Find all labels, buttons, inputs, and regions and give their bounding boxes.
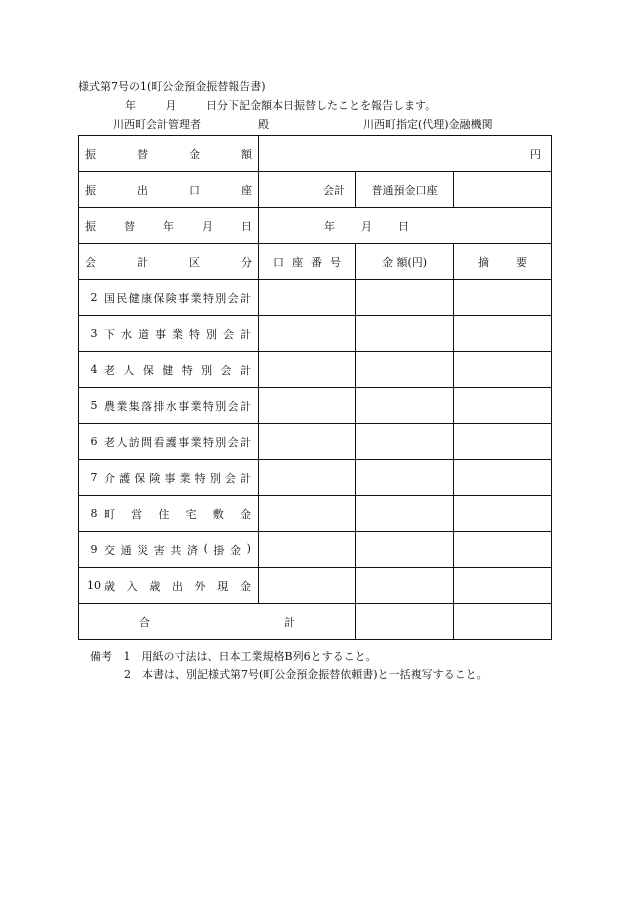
row-note [454, 460, 552, 496]
row-account-no [259, 424, 356, 460]
account-no-label: 口 座 番 号 [273, 255, 341, 269]
total-note [454, 604, 552, 640]
row-amount [356, 316, 454, 352]
label-transfer-amount [79, 136, 259, 172]
total-amount [356, 604, 454, 640]
note-2: 2 本書は、別記様式第7号(町公金預金振替依頼書)と一括複写すること。 [124, 668, 488, 681]
recipient: 川西町会計管理者 [113, 118, 201, 131]
note-1 [90, 648, 377, 664]
row-number: 6 [90, 435, 98, 448]
row-note [454, 568, 552, 604]
row-account-no [259, 460, 356, 496]
report-table [78, 135, 552, 640]
table-row [79, 316, 552, 352]
row-note [454, 532, 552, 568]
account-rows [79, 280, 552, 604]
row-number: 2 [90, 291, 98, 304]
intro-year: 年 [125, 99, 136, 112]
date-day: 日 [398, 219, 409, 233]
row-category [79, 496, 259, 532]
row-amount [356, 280, 454, 316]
row-note [454, 496, 552, 532]
note-label: 摘 要 [478, 255, 528, 269]
intro-text: 日分下記金額本日振替したことを報告します。 [206, 99, 437, 112]
category-label: 会 計 区 分 [85, 255, 252, 269]
table-row [79, 496, 552, 532]
yen-unit: 円 [530, 147, 542, 161]
row-note [454, 388, 552, 424]
honorific: 殿 [258, 118, 269, 131]
table-row [79, 424, 552, 460]
row-category [79, 280, 259, 316]
header-category [79, 244, 259, 280]
row-label: 農 業 集 落 排 水 事 業 特 別 会 計 [104, 399, 251, 413]
account-name [259, 172, 356, 208]
label-transfer-date [79, 208, 259, 244]
row-number: 8 [90, 507, 98, 520]
row-amount [356, 424, 454, 460]
row-category [79, 424, 259, 460]
label-source-account [79, 172, 259, 208]
form-title: 様式第7号の1(町公金預金振替報告書) [78, 80, 266, 93]
row-label: 歳 入 歳 出 外 現 金 [104, 579, 251, 593]
source-account-label: 振 出 口 座 [85, 183, 252, 197]
row-category [79, 388, 259, 424]
sender: 川西町指定(代理)金融機関 [363, 118, 493, 131]
row-category [79, 568, 259, 604]
row-amount [356, 352, 454, 388]
row-label: 介 護 保 険 事 業 特 別 会 計 [104, 471, 251, 485]
row-amount [356, 568, 454, 604]
row-label: 町 営 住 宅 敷 金 [104, 507, 251, 521]
row-account-no [259, 280, 356, 316]
row-category [79, 316, 259, 352]
transfer-amount-label: 振 替 金 額 [85, 147, 252, 161]
row-label: 交 通 災 害 共 済 ( 掛 金 ) [104, 541, 251, 557]
date-parts [259, 218, 551, 234]
header-amount [356, 244, 454, 280]
notes-prefix: 備考 [90, 650, 112, 663]
row-note [454, 280, 552, 316]
note-1-text: 1 用紙の寸法は、日本工業規格B列6とすること。 [123, 650, 377, 663]
table-row [79, 352, 552, 388]
row-source-account [79, 172, 552, 208]
row-number: 4 [90, 363, 98, 376]
row-number: 5 [90, 399, 98, 412]
row-number: 10 [87, 579, 101, 592]
table-row [79, 388, 552, 424]
header-account-no [259, 244, 356, 280]
row-transfer-date [79, 208, 552, 244]
account-type [356, 172, 454, 208]
row-amount [356, 460, 454, 496]
row-account-no [259, 496, 356, 532]
table-row [79, 568, 552, 604]
transfer-amount-value [259, 136, 552, 172]
date-year: 年 [324, 219, 335, 233]
row-label: 老 人 保 健 特 別 会 計 [104, 363, 251, 377]
intro-line [125, 97, 436, 113]
header-note [454, 244, 552, 280]
account-name-text: 会計 [323, 183, 345, 197]
transfer-date-label: 振 替 年 月 日 [85, 219, 252, 233]
row-number: 7 [90, 471, 98, 484]
account-type-text: 普通預金口座 [371, 183, 438, 197]
row-note [454, 352, 552, 388]
row-category [79, 532, 259, 568]
row-amount [356, 388, 454, 424]
table-row [79, 280, 552, 316]
account-number-blank [454, 172, 552, 208]
intro-month: 月 [165, 99, 177, 112]
header-amount-text: 金 額(円) [381, 255, 428, 269]
row-number: 3 [90, 327, 98, 340]
row-account-no [259, 352, 356, 388]
row-note [454, 316, 552, 352]
row-account-no [259, 388, 356, 424]
table-row [79, 460, 552, 496]
row-account-no [259, 532, 356, 568]
row-note [454, 424, 552, 460]
row-account-no [259, 316, 356, 352]
transfer-date-value [259, 208, 552, 244]
row-category [79, 352, 259, 388]
row-label: 老 人 訪 問 看 護 事 業 特 別 会 計 [104, 435, 251, 449]
row-number: 9 [90, 543, 98, 556]
row-label: 国 民 健 康 保 険 事 業 特 別 会 計 [104, 291, 251, 305]
row-category [79, 460, 259, 496]
total-label: 合 計 [139, 615, 295, 629]
row-label: 下 水 道 事 業 特 別 会 計 [104, 327, 251, 341]
table-row [79, 532, 552, 568]
row-amount [356, 532, 454, 568]
row-transfer-amount [79, 136, 552, 172]
label-total [79, 604, 356, 640]
row-amount [356, 496, 454, 532]
row-column-headers [79, 244, 552, 280]
date-month: 月 [361, 219, 372, 233]
row-account-no [259, 568, 356, 604]
row-total [79, 604, 552, 640]
